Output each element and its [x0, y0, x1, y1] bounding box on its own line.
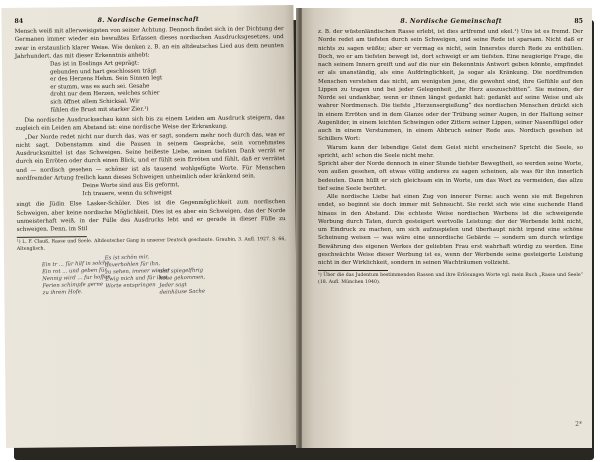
right-paragraph-1: z. B. der wüstenländischen Rasse erlebt, ist dies artfremd und ekel.¹) Uns ist es fremd. Der Norde redet am tiefsten durch sein Schweigen, und seine Rede ist sparsam. Nicht daß er nichts zu sagen wüßte; aber er vermag es nicht, sein Innerstes durch Rede zu enthüllen. Doch, wo er am tiefsten bewegt ist, dort schweigt er am tiefsten. Eine neugierige Frage, die nach seinem Innern greift und auf die nur ein Bekenntnis Antwort geben könnte, empfindet er als unanständig, als eine Aufdringlichkeit, ja sogar als Kränkung. Die nordfremden Menschen verstehen das nicht, am wenigsten jene, die gewohnt sind, ihre Gefühle auf den Lippen zu tragen und bei jeder Gelegenheit „ihr Herz auszuschütten“. Sie meinen, der Norde sei undankbar, wenn er ihnen längst gedankt hat: gedankt auf seine Weise und als wahrer Nordmensch. Die tiefste „Herzensergießung“ des nordischen Menschen drückt sich in einem Erröten und in dem Glanze oder der Trübung seiner Augen, in der Haltung seiner Augenlider, in einem leichten Schwingen oder Zittern seiner Lippen, seiner Nasenflügel oder auch in einem Verstummen, in einem Abbruch seiner Rede aus. Nordisch gesehen ist Schillers Wort:: [318, 29, 583, 143]
poem-line: gebunden und hart geschlossen trägt: [50, 67, 157, 76]
left-paragraph-1: Mensch weiß mit allerweisigsten von seiner Achtung. Dennoch findet sich in der Dichtung der Germanen immer wieder ein bewußtes Erfassen dieses nordischen Ausdrucksgesetzes, und zwar in erstaunlich klarer Weise. Wie denken z. B. an ein altdeutsches Lied aus dem neunten Jahrhundert, das mit dieser Erkenntnis anhebt:: [14, 26, 284, 60]
poem-line: fühlen die Brust mit starker Zier.¹): [50, 106, 149, 114]
handwriting-line: und spiegelfhrig: [158, 267, 204, 275]
left-page-number: 84: [14, 17, 24, 25]
handwriting-line: Es ist schön mir,: [104, 254, 150, 262]
right-quote: Warum kann der lebendige Geist dem Geist nicht erscheinen? Spricht die Seele, so spricht, ach! schon die Seele nicht mehr.: [318, 144, 583, 159]
footnote-rule: [318, 270, 388, 271]
poem-line: droht nur dem Herzen, welches schier: [50, 90, 160, 98]
left-poem-2: [82, 181, 285, 198]
left-page: [1, 5, 298, 448]
right-paragraph-2: Spricht aber der Norde dennoch in einer Stunde tiefster Bewegtheit, so werden seine Worte, von außen gesehen, oft etwas völlig anderes zu sagen scheinen, als was für ihn innerlich bedeuten. Dann hüllt er sich gleichsam ein in Worte, um das Wort zu vermeiden, das allzu tief seine Seele berührt.: [318, 161, 583, 192]
handwritten-note: [17, 253, 287, 324]
handwriting-line: Worte entspringen: [105, 281, 156, 290]
poem-line: sich öffnet allem Schicksal. Wir: [50, 98, 140, 106]
signature-mark: 2*: [575, 421, 582, 428]
poem-line: er stumm, was es auch sei. Gesahe: [50, 83, 150, 91]
poem-line: Deine Worte sind aus Eis geformt,: [82, 182, 180, 190]
left-paragraph-2: Die nordische Ausdrucksschau kann sich bis zu einem Leiden am Ausdruck steigern, das zugleich ein Leiden am Abstand ist: eine nordische Weise der Erkrankung.: [15, 115, 285, 133]
footnote-rule: [17, 236, 87, 238]
left-page-header: [14, 15, 283, 25]
left-paragraph-4: singt die Jüdin Else Lasker-Schüler. Dies ist die Gegenmöglichkeit zum nordischen Schweigen, aber keine nordische Möglichkeit. Dies ist es aber ein Schweigen, das der Norde unmeisterhaft weiß, in der Fülle des Ausdrucks lebt und er gerade in dieser Fülle zu schweigen. Denn, im Stil: [16, 199, 286, 233]
open-book: [6, 8, 594, 454]
poem-line: er des Herzens Hehm. Sein Sinnen legt: [50, 75, 163, 83]
left-poem-1: [50, 59, 285, 115]
handwriting-line: Ewig mich und für ihm,: [105, 274, 169, 283]
right-paragraph-3: Alle nordische Liebe hat einen Zug von innerer Ferne: auch wenn sie mit Begehren endet, so beginnt sie doch immer mit Sehnsucht. Sie reckt sich wie eine suchende Hand hinaus in den Abstand. Die echteste Weise nordischen Werbens ist die schweigende Werbung durch Taten, durch gesteigert wertvolle Leistung: der der Werbende leiht nicht, um Eindruck zu machen, um sich aufzuspielen und überhaupt nicht irgend eine schöne Scheinung weisen — was wäre eine unnordische Gebärde — sondern um durch würdige Bewährung des eigenen Werkes der geliebten Frau erst wahrhaft würdig zu werden. Eine geschwächte Weise dieser Werbung ist es, wenn der Werbende seine gesteigerte Leistung nicht in der Wirklichkeit, sondern in seinen Wachträumen vollzieht.: [318, 194, 583, 266]
handwriting-line: zu sehen, immer wieder: [105, 267, 170, 276]
right-page-header: [318, 18, 583, 25]
handwriting-line: deinhäuse Sache: [159, 288, 206, 296]
handwriting-line: Ein tr ... für hilf in solche: [41, 260, 110, 269]
right-page-number: 85: [574, 18, 583, 25]
left-running-head: 8. Nordische Gemeinschaft: [97, 15, 200, 25]
left-footnote: ¹) L. F. Clauß, Rasse und Seele. Altdeutscher Gang in unserer Deutsch geschaute. Graubin, 3. Aufl. 1927. S. 66, Altenglisch.: [16, 237, 286, 252]
handwriting-line: Ein rot ... und geben für: [41, 267, 107, 276]
poem-line: Ich trauere, wenn du schweigst: [82, 189, 173, 197]
right-footnote: ¹) Über die das Judentum bestimmenden Rassen und ihre Erlösungen Worte vgl. mein Buch „Rasse und Seele“ (18. Aufl. München 1940).: [318, 273, 583, 285]
handwriting-line: hohe gekommen,: [159, 274, 206, 282]
handwriting-line: unverhohlen für ihn,: [104, 260, 161, 269]
handwriting-line: Ferien schimpfe gerne: [42, 281, 104, 289]
handwriting-line: Nennig wird ... fur hoffen: [42, 274, 111, 282]
left-paragraph-3: „Der Norde redet nicht nur durch das, was er sagt, sondern mehr noch durch das, was er nicht sagt. Dobenstamm sind die Pausen in seinem Gespräche, sein vornehmstes Ausdrucksmittel ist das Schweigen. Seine heißeste Liebe, seinen tiefsten Dank verrät er durch ein Erröten oder durch einen Blick, und er fühlt sein Erröten und fühlt, daß er verrätet und — nordisch gesehen — schöner ist als tausend wohlgefügte Worte. Für Menschen nordfremder Artung freilich kann dieses Schweigen unheimlich oder kränkend sein.: [15, 131, 286, 182]
right-running-head: 8. Nordische Gemeinschaft: [400, 18, 502, 25]
poem-line: Das ist in Eoslings Art geprägt:: [49, 60, 140, 68]
handwriting-line: zu ihrem Hofe.: [42, 288, 83, 296]
right-page: [302, 8, 592, 448]
handwriting-line: Jeder sagt: [159, 281, 187, 289]
